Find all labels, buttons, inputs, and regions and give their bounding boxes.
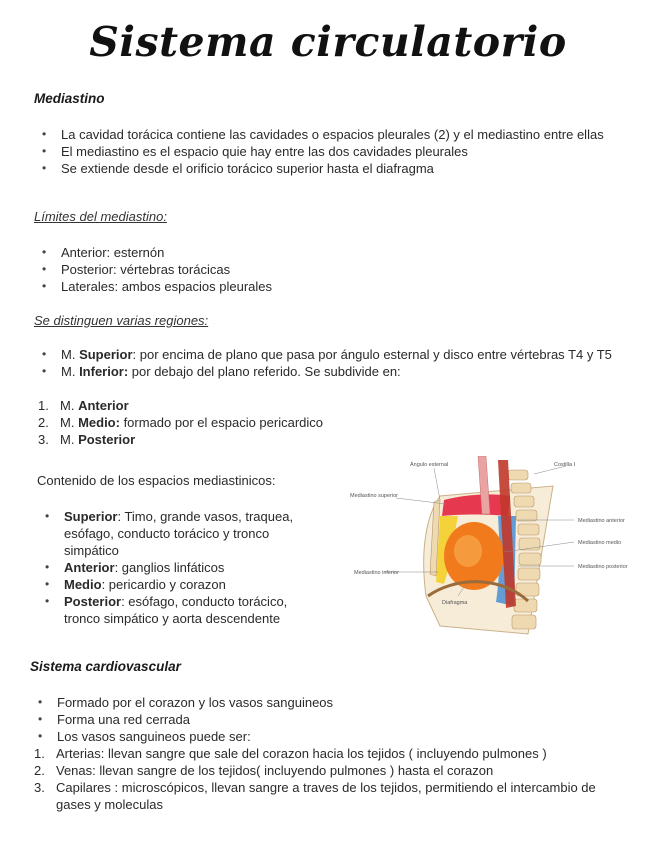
item-number: 3. [38,432,49,447]
diagram-label-costilla: Costilla I [554,462,576,468]
list-item [30,762,610,779]
item-number: 3. [34,780,45,795]
list-item [34,346,626,363]
item-text: Arterias: llevan sangre que sale del corazon hacia los tejidos ( incluyendo pulmones ) [56,746,547,761]
diagram-label-posterior: Mediastino posterior [578,564,628,570]
item-number: 1. [38,398,49,413]
list-item [34,363,626,380]
cardio-numbered-list [30,745,610,813]
diagram-label-medio: Mediastino medio [578,540,622,546]
section-heading-mediastino: Mediastino [34,91,105,106]
list-item [34,397,626,414]
mediastinum-diagram [348,456,648,642]
list-item: • Los vasos sanguineos puede ser: [30,728,630,745]
list-item [37,559,327,576]
list-item [37,576,327,593]
list-item: • Formado por el corazon y los vasos sanguineos [30,694,630,711]
item-text: por debajo del plano referido. Se subdivide en: [128,364,401,379]
list-item: • El mediastino es el espacio quie hay entre las dos cavidades pleurales [34,143,634,160]
item-prefix: M. [60,432,79,447]
list-item: • Anterior: esternón [34,244,634,261]
list-item [37,593,327,627]
item-bold: Inferior: [79,364,129,379]
item-text: Venas: llevan sangre de los tejidos( incluyendo pulmones ) hasta el corazon [56,763,494,778]
item-text: : pericardio y corazon [101,577,226,592]
item-bold: Anterior [78,398,129,413]
diagram-label-angulo: Ángulo esternal [410,462,449,468]
list-item: • Posterior: vértebras torácicas [34,261,634,278]
item-prefix: M. [61,347,80,362]
item-text: Capilares : microscópicos, llevan sangre a traves de los tejidos, permitiendo el intercambio de gases y moleculas [56,780,596,812]
page-title: Sistema circulatorio [89,18,567,66]
heart-highlight [454,535,482,567]
list-item [30,779,610,813]
item-prefix: M. [60,415,79,430]
diagram-label-diafragma: Diafragma [442,600,468,606]
section-heading-cardio: Sistema cardiovascular [30,659,181,674]
item-number: 2. [38,415,49,430]
contenido-intro: Contenido de los espacios mediastinicos: [37,473,276,488]
list-item: • Laterales: ambos espacios pleurales [34,278,634,295]
item-prefix: M. [60,398,79,413]
item-bold: Anterior [64,560,115,575]
contenido-list [37,508,327,627]
item-number: 1. [34,746,45,761]
mediastino-list [34,126,634,177]
list-item [37,508,327,559]
item-text: : Timo, grande vasos, traquea, esófago, conducto torácico y tronco simpático [64,509,294,558]
item-bold: Medio: [78,415,120,430]
item-text: : ganglios linfáticos [114,560,225,575]
list-item: • Forma una red cerrada [30,711,630,728]
item-text: : por encima de plano que pasa por ángulo esternal y disco entre vértebras T4 y T5 [132,347,612,362]
list-item: • La cavidad torácica contiene las cavidades o espacios pleurales (2) y el mediastino entre ellas [34,126,634,143]
list-item [34,431,626,448]
item-text: formado por el espacio pericardico [119,415,324,430]
item-bold: Superior [79,347,133,362]
diagram-label-superior: Mediastino superior [350,493,398,499]
list-item [30,745,610,762]
list-item: • Se extiende desde el orificio torácico superior hasta el diafragma [34,160,634,177]
regiones-numbered-list [34,397,626,448]
item-number: 2. [34,763,45,778]
regiones-list [34,346,626,380]
item-prefix: M. [61,364,80,379]
subheading-limites: Límites del mediastino: [34,209,167,224]
item-bold: Posterior [64,594,122,609]
list-item [34,414,626,431]
item-bold: Posterior [78,432,136,447]
subheading-regiones: Se distinguen varias regiones: [34,313,209,328]
diagram-label-anterior: Mediastino anterior [578,518,625,524]
cardio-list [30,694,630,745]
limites-list [34,244,634,295]
item-bold: Medio [64,577,102,592]
item-bold: Superior [64,509,118,524]
diagram-label-inferior: Mediastino inferior [354,570,399,576]
item-text: : esófago, conducto torácico, tronco simpático y aorta descendente [64,594,288,626]
